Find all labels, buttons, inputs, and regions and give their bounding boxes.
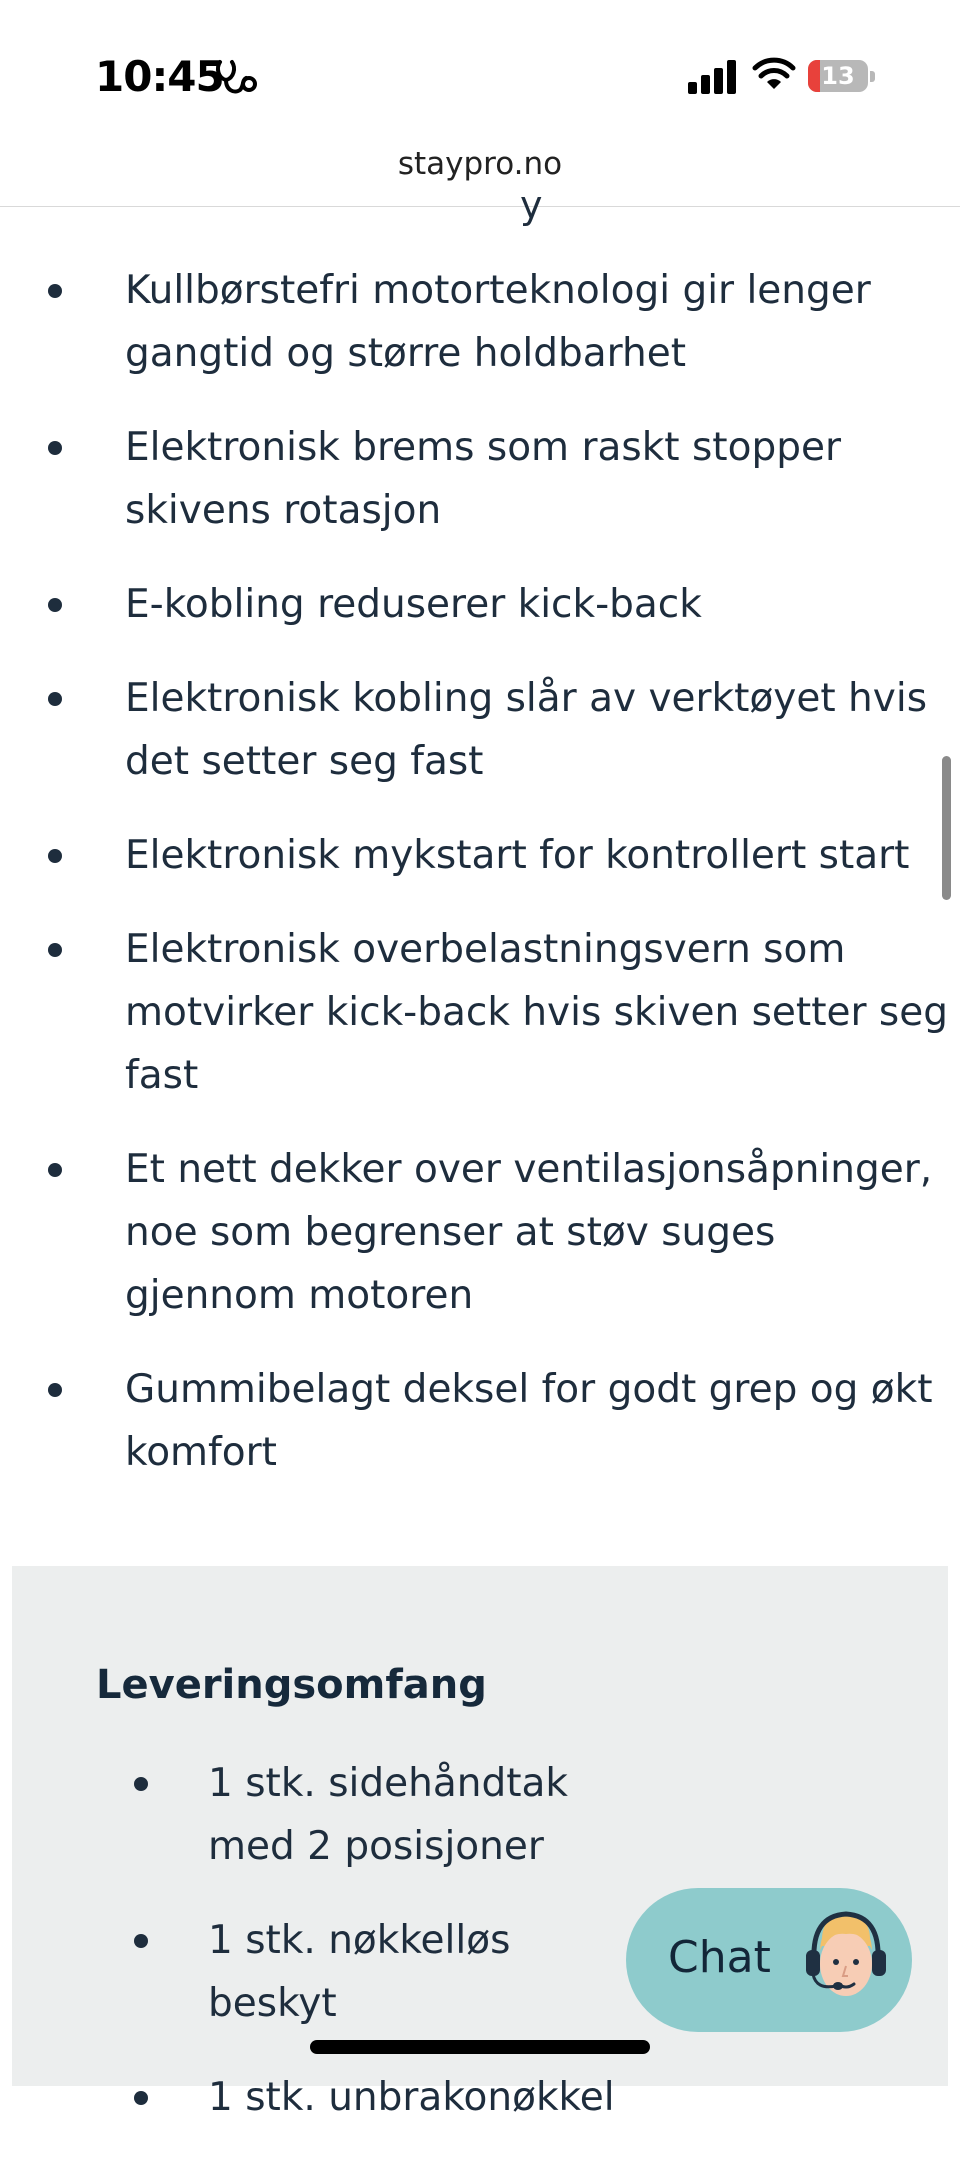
- battery-icon: [808, 60, 868, 92]
- delivery-item-text: 1 stk. sidehåndtak med 2 posisjoner: [208, 1761, 568, 1869]
- list-item: [0, 259, 960, 385]
- delivery-title: Leveringsomfang: [96, 1662, 487, 1708]
- list-item: [12, 2066, 632, 2129]
- list-item: [0, 824, 960, 887]
- feature-text: Elektronisk mykstart for kontrollert start: [125, 833, 910, 878]
- list-item: [0, 573, 960, 636]
- delivery-list: [12, 1752, 632, 2160]
- status-time: 10:45: [95, 52, 224, 101]
- bullet: [48, 849, 62, 863]
- list-item: [12, 1909, 632, 2035]
- feature-list: [0, 259, 960, 1515]
- bullet: [134, 2091, 148, 2105]
- signal-icon: [688, 60, 738, 94]
- page-content: [0, 183, 960, 2120]
- feature-text: Gummibelagt deksel for godt grep og økt komfort: [125, 1367, 933, 1475]
- bullet: [134, 1934, 148, 1948]
- feature-text: Et nett dekker over ventilasjonsåpninger, noe som begrenser at støv suges gjennom motoren: [125, 1147, 933, 1318]
- home-indicator[interactable]: [310, 2040, 650, 2054]
- url-text[interactable]: staypro.no: [397, 146, 563, 182]
- feature-text: Elektronisk overbelastningsvern som motvirker kick-back hvis skiven setter seg fast: [125, 927, 948, 1098]
- delivery-item-text: 1 stk. nøkkelløs beskyt: [208, 1918, 511, 2026]
- bullet: [48, 598, 62, 612]
- chat-label: Chat: [668, 1932, 771, 1983]
- wifi-icon: [752, 56, 796, 92]
- bullet: [134, 1777, 148, 1791]
- list-item: [12, 1752, 632, 1878]
- bullet: [48, 692, 62, 706]
- scrollbar-thumb[interactable]: [942, 756, 951, 900]
- status-bar: [0, 0, 960, 140]
- feature-text: Elektronisk brems som raskt stopper skivens rotasjon: [125, 425, 841, 533]
- battery-tip: [870, 71, 875, 82]
- feature-text: Elektronisk kobling slår av verktøyet hvis det setter seg fast: [125, 676, 928, 784]
- bullet: [48, 284, 62, 298]
- chat-button[interactable]: [626, 1888, 912, 2032]
- list-item: [0, 667, 960, 793]
- list-item: [0, 1138, 960, 1327]
- bullet: [48, 1163, 62, 1177]
- bullet: [48, 1383, 62, 1397]
- battery-level: 13: [821, 62, 855, 90]
- list-item: [0, 1358, 960, 1484]
- bullet: [48, 441, 62, 455]
- browser-url-bar[interactable]: [0, 140, 960, 207]
- delivery-item-text: 1 stk. unbrakonøkkel: [208, 2075, 615, 2120]
- support-agent-avatar-icon: [798, 1906, 894, 2014]
- bullet: [48, 943, 62, 957]
- list-item: [0, 416, 960, 542]
- partial-text-line: y: [520, 183, 543, 227]
- list-item: [0, 918, 960, 1107]
- feature-text: Kullbørstefri motorteknologi gir lenger gangtid og større holdbarhet: [125, 268, 871, 376]
- feature-text: E-kobling reduserer kick-back: [125, 582, 702, 627]
- stethoscope-icon: [214, 58, 258, 98]
